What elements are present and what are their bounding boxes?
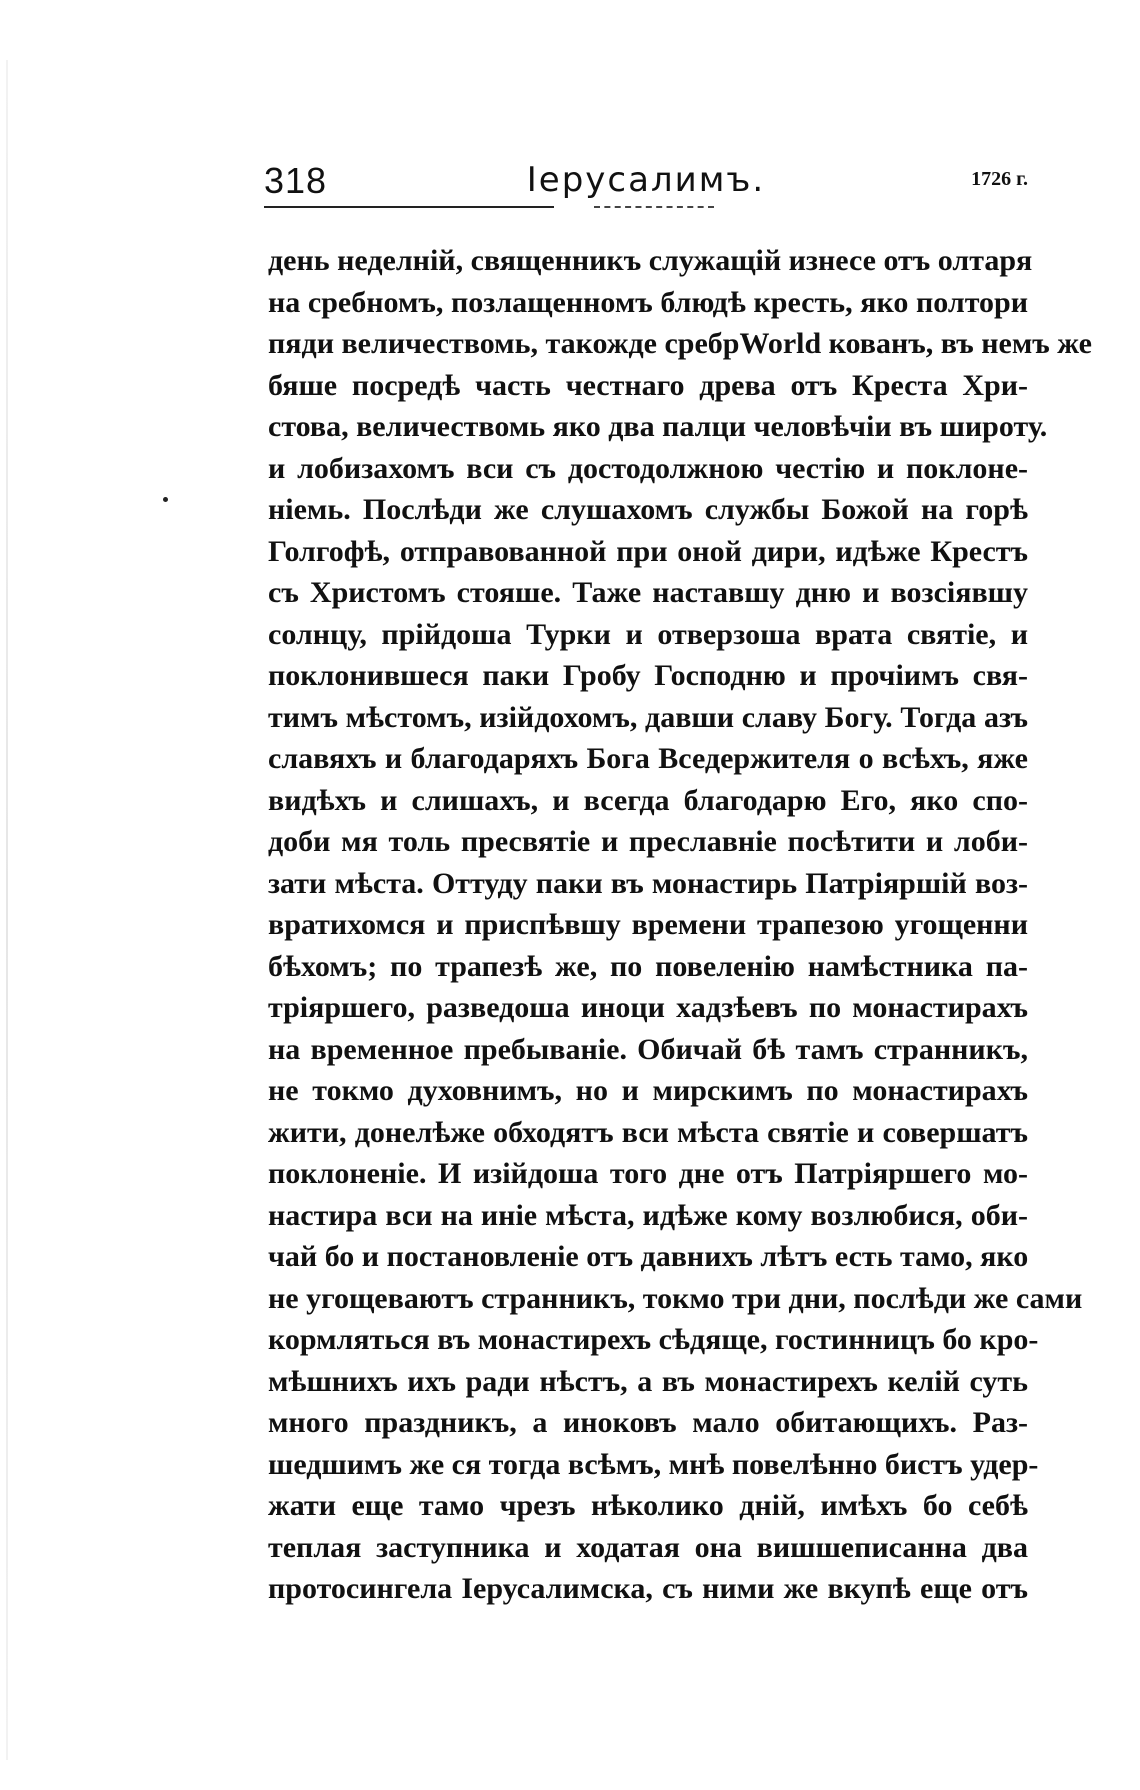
running-title: Іерусалимъ. <box>526 160 766 200</box>
ink-speck <box>163 497 168 502</box>
text-line: не угощеваютъ странникъ, токмо три дни, послѣди же сами <box>268 1281 1083 1315</box>
text-line: не токмо духовнимъ, но и мирскимъ по монастирахъ <box>268 1074 1028 1107</box>
text-line: ніемь. Послѣди же слушахомъ службы Божой на горѣ <box>268 493 1028 526</box>
body-text <box>268 240 1092 1610</box>
text-line: бяше посредѣ часть честнаго древа отъ Креста Хри- <box>268 368 1028 402</box>
running-year: 1726 г. <box>971 168 1028 190</box>
text-line: пяди величествомь, такожде сребрWorld кованъ, въ немъ же <box>268 327 1092 360</box>
running-head <box>264 160 1028 220</box>
text-line: доби мя толь пресвятіе и преславніе посѣтити и лоби- <box>268 825 1028 858</box>
text-line: мѣшнихъ ихъ ради нѣстъ, а въ монастирехъ келій суть <box>268 1364 1028 1398</box>
text-line: настира вси на иніе мѣста, идѣже кому возлюбися, оби- <box>268 1198 1028 1232</box>
text-line: жити, донелѣже обходятъ вси мѣста святіе и совершатъ <box>268 1115 1028 1149</box>
binding-edge <box>6 60 8 1760</box>
text-line: зати мѣста. Оттуду паки въ монастирь Патріяршій воз- <box>268 866 1028 900</box>
text-line: чай бо и постановленіе отъ давнихъ лѣтъ есть тамо, яко <box>268 1240 1029 1273</box>
text-line: съ Христомъ стояше. Таже наставшу дню и возсіявшу <box>268 576 1028 609</box>
text-line: тимъ мѣстомъ, изійдохомъ, давши славу Богу. Тогда азъ <box>268 700 1028 734</box>
text-line: много праздникъ, а иноковъ мало обитающихъ. Раз- <box>268 1406 1028 1439</box>
text-line: видѣхъ и слишахъ, и всегда благодарю Его, яко спо- <box>268 783 1028 817</box>
text-line: на сребномъ, позлащенномъ блюдѣ кресть, яко полтори <box>268 285 1028 319</box>
text-line: поклоненіе. И изійдоша того дне отъ Патріяршего мо- <box>268 1157 1028 1190</box>
page-number: 318 <box>264 160 328 201</box>
text-line: кормляться въ монастирехъ сѣдяще, гостинницъ бо кро- <box>268 1323 1039 1356</box>
text-line: славяхъ и благодаряхъ Бога Вседержителя о всѣхъ, яже <box>268 742 1028 775</box>
text-line: на временное пребываніе. Обичай бѣ тамъ странникъ, <box>268 1032 1028 1066</box>
text-line: бѣхомъ; по трапезѣ же, по повеленію намѣстника па- <box>268 949 1028 983</box>
text-line: вратихомся и приспѣвшу времени трапезою угощенни <box>268 908 1028 941</box>
header-rule <box>264 206 554 208</box>
text-line: день неделній, священникъ служащій изнесе отъ олтаря <box>268 244 1033 277</box>
text-line: Голгофѣ, отправованной при оной дири, идѣже Крестъ <box>268 534 1028 568</box>
text-line: жати еще тамо чрезъ нѣколико дній, имѣхъ бо себѣ <box>268 1489 1028 1522</box>
text-line: шедшимъ же ся тогда всѣмъ, мнѣ повелѣнно бистъ удер- <box>268 1447 1039 1481</box>
text-line: протосингела Іерусалимска, съ ними же вкупѣ еще отъ <box>268 1572 1028 1605</box>
text-line: стова, величествомь яко два палци человѣчіи въ широту. <box>268 410 1048 443</box>
text-line: солнцу, прійдоша Турки и отверзоша врата святіе, и <box>268 617 1028 651</box>
text-line: и лобизахомъ вси съ достодолжною честію и поклоне- <box>268 451 1028 485</box>
text-line: тріяршего, разведоша иноци хадзѣевъ по монастирахъ <box>268 991 1028 1024</box>
text-line: теплая заступника и ходатая она вишшеписанна два <box>268 1530 1028 1564</box>
text-line: поклонившеся паки Гробу Господню и прочіимъ свя- <box>268 659 1028 692</box>
header-rule-dashed <box>594 206 714 208</box>
